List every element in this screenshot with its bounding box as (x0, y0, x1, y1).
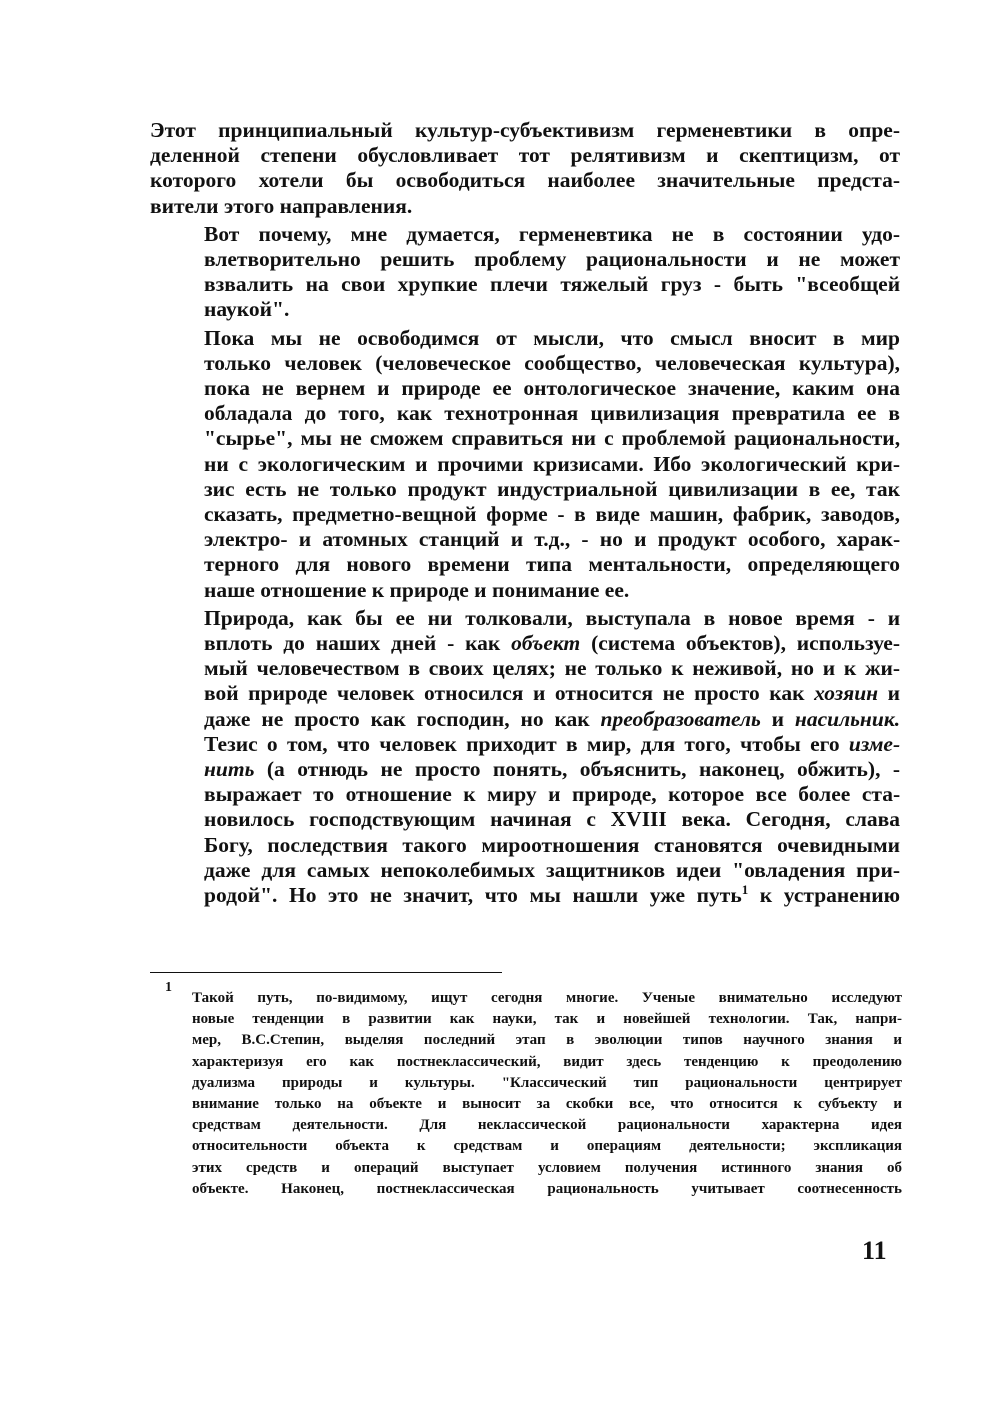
text-line: нить (а отнюдь не просто понять, объяснить, наконец, обжить), - (204, 757, 901, 782)
text-line: даже для самых непоколебимых защитников идеи "овладения при- (204, 857, 901, 882)
text-line: новилось господствующим начиная с XVIII века. Сегодня, слава (204, 807, 901, 832)
text-line: терного для нового времени типа ментальности, определяющего (204, 552, 901, 577)
footnote-line: средствам деятельности. Для неклассической рациональности характерна идея (192, 1117, 902, 1134)
footnote-line: Такой путь, по-видимому, ищут сегодня многие. Ученые внимательно исследуют (192, 990, 902, 1006)
text-line: Богу, последствия такого мироотношения становятся очевидными (204, 832, 901, 857)
footnote-line: мер, В.С.Степин, выделяя последний этап в эволюции типов научного знания и (192, 1032, 902, 1049)
footnote-line: новые тенденции в развитии как науки, так и новейшей технологии. Так, напри- (192, 1011, 902, 1028)
text-line: зис есть не только продукт индустриальной цивилизации в ее, так (204, 476, 900, 501)
text-line: мый человечеством в своих целях; не только к неживой, но и к жи- (204, 656, 901, 681)
footnote-text (192, 988, 902, 1200)
text-line: ни с экологическим и прочими кризисами. Ибо экологический кри- (204, 451, 901, 476)
text-line: влетворительно решить проблему рациональности и не может (204, 247, 901, 272)
page-number: 11 (862, 1236, 887, 1265)
text-line: пока не вернем и природе ее онтологическое значение, каким она (204, 376, 901, 401)
footnote-line: внимание только на объекте и выносит за скобки все, что относится к субъекту и (192, 1096, 902, 1113)
footnote-line: относительности объекта к средствам и операциям деятельности; экспликация (192, 1138, 902, 1155)
footnote-line: характеризуя его как постнеклассический, видит здесь тенденцию к преодолению (192, 1053, 902, 1070)
text-line: которого хотели бы освободиться наиболее значительные предста- (150, 168, 901, 193)
text-line: Вот почему, мне думается, герменевтика не в состоянии удо- (204, 221, 901, 246)
text-line: обладала до того, как технотронная цивилизация превратила ее в (204, 401, 901, 426)
text-line: вой природе человек относился и относится не просто как хозяин и (204, 681, 901, 706)
text-line: Тезис о том, что человек приходит в мир, для того, чтобы его изме- (204, 731, 901, 756)
text-line: электро- и атомных станций и т.д., - но и продукт особого, харак- (204, 527, 901, 552)
paragraph (150, 606, 900, 908)
paragraph (150, 326, 900, 603)
text-line: наукой". (204, 297, 290, 322)
text-line: даже не просто как господин, но как преобразователь и насильник. (204, 706, 901, 731)
footnote-line: этих средств и операций выступает условием получения истинного знания об (192, 1159, 902, 1176)
text-line: выражает то отношение к миру и природе, которое все более ста- (204, 782, 901, 807)
footnote-divider (150, 972, 502, 973)
paragraph (150, 222, 900, 323)
text-line: взвалить на свои хрупкие плечи тяжелый груз - быть "всеобщей (204, 272, 901, 297)
text-line: Пока мы не освободимся от мысли, что смысл вносит в мир (204, 325, 901, 350)
footnote-line: дуализма природы и культуры. "Классический тип рациональности центрирует (192, 1074, 902, 1091)
text-line: деленной степени обусловливает тот релятивизм и скептицизм, от (150, 143, 901, 168)
text-line-tail: к устранению (748, 883, 901, 908)
text-line: Этот принципиальный культур-субъективизм герменевтики в опре- (150, 118, 900, 142)
text-line: сказать, предметно-вещной форме - в виде машин, фабрик, заводов, (204, 502, 901, 527)
main-text (150, 118, 900, 911)
text-line: "сырье", мы не сможем справиться ни с проблемой рациональности, (204, 426, 901, 451)
text-line: родой". Но это не значит, что мы нашли уже путь$^1$ к устранению (204, 882, 901, 908)
text-line: только человек (человеческое сообщество, человеческая культура), (204, 350, 901, 375)
footnote-marker: 1 (165, 980, 172, 995)
text-line: наше отношение к природе и понимание ее. (204, 577, 630, 602)
text-line: Природа, как бы ее ни толковали, выступала в новое время - и (204, 605, 901, 630)
footnote-line: объекте. Наконец, постнеклассическая рациональность учитывает соотнесенность (192, 1180, 902, 1197)
text-line: вплоть до наших дней - как объект (система объектов), используе- (204, 631, 900, 656)
footnote-reference: 1 (741, 882, 749, 898)
paragraph (150, 118, 900, 219)
text-line: вители этого направления. (150, 193, 413, 218)
